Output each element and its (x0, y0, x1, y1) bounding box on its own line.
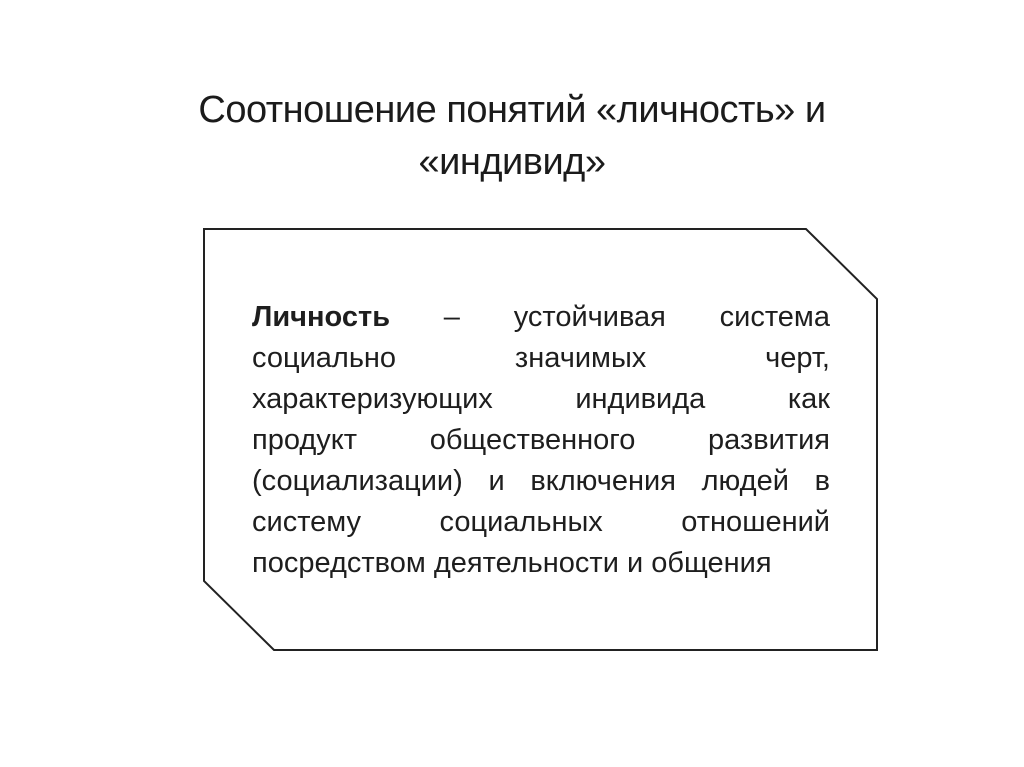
definition-line-4: продукт общественного развития (252, 424, 830, 456)
definition-line-5: (социализации) и включения людей в (252, 465, 830, 497)
definition-text (252, 297, 830, 584)
slide-title-line-1: Соотношение понятий «личность» и (198, 89, 826, 131)
definition-line-3: характеризующих индивида как (252, 383, 830, 415)
definition-line-2: социально значимых черт, (252, 342, 830, 374)
definition-line-7: посредством деятельности и общения (252, 547, 772, 579)
definition-line-6: систему социальных отношений (252, 506, 830, 538)
definition-term: Личность (252, 301, 391, 333)
definition-line-1 (252, 297, 830, 338)
definition-line-1-text: – устойчивая система (390, 301, 830, 333)
slide-title-line-2: «индивид» (418, 141, 606, 183)
